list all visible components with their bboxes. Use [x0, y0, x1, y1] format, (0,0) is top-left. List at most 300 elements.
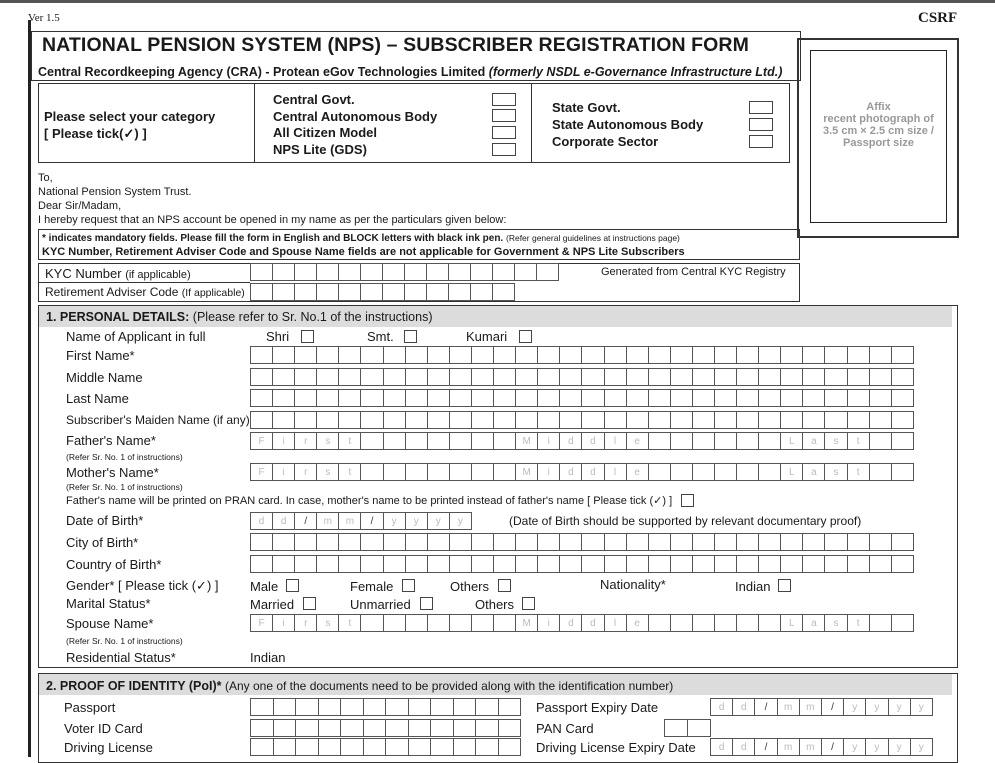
char-cell[interactable]: y	[383, 512, 406, 530]
char-cell[interactable]	[515, 411, 538, 429]
female-checkbox[interactable]	[402, 579, 415, 592]
char-cell[interactable]	[250, 346, 273, 364]
char-cell[interactable]: L	[780, 614, 803, 632]
char-cell[interactable]	[294, 263, 317, 281]
char-cell[interactable]	[360, 346, 383, 364]
kumari-checkbox[interactable]	[519, 330, 532, 343]
char-cell[interactable]	[272, 283, 295, 301]
marital-others-checkbox[interactable]	[522, 597, 535, 610]
char-cell[interactable]	[802, 389, 825, 407]
char-cell[interactable]	[427, 346, 450, 364]
char-cell[interactable]	[273, 719, 297, 737]
char-cell[interactable]	[537, 346, 560, 364]
char-cell[interactable]	[714, 463, 737, 481]
char-cell[interactable]	[692, 411, 715, 429]
char-cell[interactable]	[648, 368, 671, 386]
char-cell[interactable]: m	[316, 512, 339, 530]
char-cell[interactable]	[340, 698, 364, 716]
char-cell[interactable]: d	[559, 614, 582, 632]
mother-name-input[interactable]	[250, 463, 913, 481]
char-cell[interactable]: M	[515, 614, 538, 632]
char-cell[interactable]	[670, 614, 693, 632]
char-cell[interactable]	[405, 432, 428, 450]
char-cell[interactable]	[559, 555, 582, 573]
char-cell[interactable]: /	[754, 698, 777, 716]
char-cell[interactable]	[427, 432, 450, 450]
char-cell[interactable]	[250, 698, 274, 716]
char-cell[interactable]	[449, 389, 472, 407]
char-cell[interactable]	[405, 368, 428, 386]
char-cell[interactable]	[316, 411, 339, 429]
char-cell[interactable]	[891, 389, 914, 407]
char-cell[interactable]	[385, 738, 409, 756]
char-cell[interactable]	[670, 411, 693, 429]
char-cell[interactable]	[382, 283, 405, 301]
char-cell[interactable]	[891, 463, 914, 481]
char-cell[interactable]	[408, 719, 432, 737]
char-cell[interactable]	[758, 555, 781, 573]
char-cell[interactable]	[475, 719, 499, 737]
char-cell[interactable]: t	[847, 463, 870, 481]
char-cell[interactable]	[559, 411, 582, 429]
char-cell[interactable]	[692, 614, 715, 632]
char-cell[interactable]	[272, 389, 295, 407]
char-cell[interactable]	[338, 263, 361, 281]
char-cell[interactable]	[758, 346, 781, 364]
char-cell[interactable]: d	[581, 614, 604, 632]
char-cell[interactable]: d	[732, 738, 755, 756]
char-cell[interactable]	[581, 533, 604, 551]
char-cell[interactable]	[404, 283, 427, 301]
char-cell[interactable]	[537, 555, 560, 573]
char-cell[interactable]: i	[537, 614, 560, 632]
passport-expiry-input[interactable]	[710, 698, 932, 716]
char-cell[interactable]	[471, 411, 494, 429]
char-cell[interactable]	[648, 463, 671, 481]
char-cell[interactable]	[891, 432, 914, 450]
char-cell[interactable]	[802, 411, 825, 429]
char-cell[interactable]	[498, 719, 522, 737]
char-cell[interactable]	[780, 389, 803, 407]
char-cell[interactable]	[316, 263, 339, 281]
char-cell[interactable]	[492, 283, 515, 301]
char-cell[interactable]	[453, 698, 477, 716]
char-cell[interactable]	[670, 368, 693, 386]
char-cell[interactable]	[891, 614, 914, 632]
char-cell[interactable]	[294, 411, 317, 429]
char-cell[interactable]	[780, 368, 803, 386]
char-cell[interactable]	[250, 283, 273, 301]
unmarried-checkbox[interactable]	[420, 597, 433, 610]
char-cell[interactable]: t	[338, 614, 361, 632]
char-cell[interactable]	[692, 389, 715, 407]
ra-code-input[interactable]	[250, 283, 514, 301]
char-cell[interactable]	[318, 719, 342, 737]
char-cell[interactable]	[869, 614, 892, 632]
char-cell[interactable]	[250, 555, 273, 573]
char-cell[interactable]	[559, 389, 582, 407]
char-cell[interactable]: /	[360, 512, 383, 530]
char-cell[interactable]	[360, 263, 383, 281]
char-cell[interactable]: i	[537, 432, 560, 450]
char-cell[interactable]: m	[799, 698, 822, 716]
char-cell[interactable]: i	[272, 614, 295, 632]
char-cell[interactable]	[714, 389, 737, 407]
char-cell[interactable]	[692, 555, 715, 573]
char-cell[interactable]	[869, 432, 892, 450]
char-cell[interactable]	[471, 389, 494, 407]
shri-checkbox[interactable]	[301, 330, 314, 343]
char-cell[interactable]	[537, 411, 560, 429]
char-cell[interactable]: t	[847, 432, 870, 450]
char-cell[interactable]: y	[449, 512, 472, 530]
char-cell[interactable]	[427, 411, 450, 429]
char-cell[interactable]: d	[250, 512, 273, 530]
char-cell[interactable]	[338, 389, 361, 407]
char-cell[interactable]: /	[821, 738, 844, 756]
cat-checkbox-nps-lite[interactable]	[492, 143, 516, 156]
char-cell[interactable]	[470, 263, 493, 281]
char-cell[interactable]	[692, 346, 715, 364]
char-cell[interactable]	[471, 555, 494, 573]
char-cell[interactable]	[780, 411, 803, 429]
char-cell[interactable]	[736, 346, 759, 364]
char-cell[interactable]	[714, 368, 737, 386]
char-cell[interactable]	[294, 283, 317, 301]
char-cell[interactable]	[360, 533, 383, 551]
char-cell[interactable]	[338, 411, 361, 429]
char-cell[interactable]	[383, 432, 406, 450]
char-cell[interactable]	[405, 533, 428, 551]
char-cell[interactable]	[736, 432, 759, 450]
char-cell[interactable]	[383, 368, 406, 386]
maiden-name-input[interactable]	[250, 411, 913, 429]
char-cell[interactable]	[581, 411, 604, 429]
char-cell[interactable]	[824, 346, 847, 364]
char-cell[interactable]	[408, 738, 432, 756]
char-cell[interactable]	[250, 368, 273, 386]
char-cell[interactable]	[250, 719, 274, 737]
char-cell[interactable]	[626, 389, 649, 407]
char-cell[interactable]	[383, 389, 406, 407]
char-cell[interactable]	[430, 698, 454, 716]
char-cell[interactable]	[869, 368, 892, 386]
char-cell[interactable]	[536, 263, 559, 281]
indian-checkbox[interactable]	[778, 579, 791, 592]
char-cell[interactable]	[493, 555, 516, 573]
char-cell[interactable]	[736, 368, 759, 386]
smt-checkbox[interactable]	[404, 330, 417, 343]
char-cell[interactable]	[515, 389, 538, 407]
char-cell[interactable]: t	[338, 432, 361, 450]
char-cell[interactable]	[272, 533, 295, 551]
char-cell[interactable]	[802, 368, 825, 386]
char-cell[interactable]	[272, 263, 295, 281]
country-input[interactable]	[250, 555, 913, 573]
char-cell[interactable]	[449, 614, 472, 632]
char-cell[interactable]	[736, 411, 759, 429]
char-cell[interactable]	[493, 389, 516, 407]
char-cell[interactable]	[360, 389, 383, 407]
char-cell[interactable]: d	[581, 432, 604, 450]
char-cell[interactable]: y	[427, 512, 450, 530]
char-cell[interactable]	[626, 533, 649, 551]
char-cell[interactable]	[537, 533, 560, 551]
char-cell[interactable]	[604, 555, 627, 573]
char-cell[interactable]	[383, 614, 406, 632]
char-cell[interactable]	[363, 719, 387, 737]
char-cell[interactable]	[670, 555, 693, 573]
char-cell[interactable]	[714, 411, 737, 429]
char-cell[interactable]	[493, 346, 516, 364]
char-cell[interactable]: M	[515, 463, 538, 481]
char-cell[interactable]	[869, 346, 892, 364]
char-cell[interactable]	[692, 368, 715, 386]
char-cell[interactable]	[430, 738, 454, 756]
char-cell[interactable]	[360, 463, 383, 481]
char-cell[interactable]	[272, 555, 295, 573]
char-cell[interactable]	[847, 368, 870, 386]
char-cell[interactable]: d	[710, 698, 733, 716]
char-cell[interactable]	[316, 283, 339, 301]
char-cell[interactable]	[714, 432, 737, 450]
char-cell[interactable]	[383, 346, 406, 364]
char-cell[interactable]	[802, 555, 825, 573]
char-cell[interactable]	[493, 614, 516, 632]
cat-checkbox-all-citizen[interactable]	[492, 126, 516, 139]
char-cell[interactable]	[340, 719, 364, 737]
char-cell[interactable]	[470, 283, 493, 301]
char-cell[interactable]	[430, 719, 454, 737]
dob-input[interactable]	[250, 512, 471, 530]
char-cell[interactable]	[736, 614, 759, 632]
char-cell[interactable]	[515, 533, 538, 551]
char-cell[interactable]	[758, 411, 781, 429]
char-cell[interactable]	[648, 411, 671, 429]
char-cell[interactable]: i	[272, 463, 295, 481]
char-cell[interactable]: y	[888, 698, 911, 716]
char-cell[interactable]	[471, 463, 494, 481]
char-cell[interactable]: s	[316, 614, 339, 632]
char-cell[interactable]	[360, 411, 383, 429]
char-cell[interactable]	[736, 463, 759, 481]
char-cell[interactable]: e	[626, 614, 649, 632]
char-cell[interactable]	[648, 614, 671, 632]
char-cell[interactable]: y	[865, 738, 888, 756]
char-cell[interactable]	[405, 346, 428, 364]
char-cell[interactable]	[648, 432, 671, 450]
middle-name-input[interactable]	[250, 368, 913, 386]
char-cell[interactable]	[780, 555, 803, 573]
first-name-input[interactable]	[250, 346, 913, 364]
char-cell[interactable]	[604, 368, 627, 386]
char-cell[interactable]	[847, 533, 870, 551]
char-cell[interactable]	[869, 555, 892, 573]
char-cell[interactable]	[648, 389, 671, 407]
char-cell[interactable]	[648, 346, 671, 364]
char-cell[interactable]: l	[604, 432, 627, 450]
char-cell[interactable]	[780, 533, 803, 551]
char-cell[interactable]	[295, 698, 319, 716]
char-cell[interactable]: s	[824, 614, 847, 632]
char-cell[interactable]	[338, 533, 361, 551]
kyc-number-input[interactable]	[250, 263, 558, 281]
char-cell[interactable]	[626, 411, 649, 429]
char-cell[interactable]	[714, 614, 737, 632]
char-cell[interactable]: /	[294, 512, 317, 530]
char-cell[interactable]: l	[604, 463, 627, 481]
char-cell[interactable]: i	[537, 463, 560, 481]
char-cell[interactable]	[692, 463, 715, 481]
char-cell[interactable]	[515, 346, 538, 364]
char-cell[interactable]	[453, 719, 477, 737]
char-cell[interactable]: m	[338, 512, 361, 530]
char-cell[interactable]	[382, 263, 405, 281]
char-cell[interactable]	[758, 463, 781, 481]
char-cell[interactable]	[471, 368, 494, 386]
char-cell[interactable]	[453, 738, 477, 756]
char-cell[interactable]	[449, 432, 472, 450]
char-cell[interactable]	[427, 555, 450, 573]
char-cell[interactable]	[736, 533, 759, 551]
char-cell[interactable]: L	[780, 463, 803, 481]
char-cell[interactable]: L	[780, 432, 803, 450]
driving-input[interactable]	[250, 738, 520, 756]
spouse-name-input[interactable]	[250, 614, 913, 632]
char-cell[interactable]	[363, 698, 387, 716]
char-cell[interactable]	[427, 533, 450, 551]
char-cell[interactable]	[687, 719, 711, 737]
char-cell[interactable]	[360, 614, 383, 632]
last-name-input[interactable]	[250, 389, 913, 407]
char-cell[interactable]	[714, 533, 737, 551]
char-cell[interactable]	[869, 389, 892, 407]
char-cell[interactable]	[338, 346, 361, 364]
char-cell[interactable]	[581, 346, 604, 364]
char-cell[interactable]	[493, 432, 516, 450]
char-cell[interactable]	[891, 411, 914, 429]
char-cell[interactable]	[449, 463, 472, 481]
char-cell[interactable]	[426, 263, 449, 281]
char-cell[interactable]	[537, 368, 560, 386]
char-cell[interactable]	[316, 368, 339, 386]
char-cell[interactable]	[383, 411, 406, 429]
char-cell[interactable]	[294, 389, 317, 407]
char-cell[interactable]	[427, 463, 450, 481]
char-cell[interactable]	[758, 368, 781, 386]
gender-others-checkbox[interactable]	[498, 579, 511, 592]
char-cell[interactable]	[492, 263, 515, 281]
char-cell[interactable]	[295, 719, 319, 737]
char-cell[interactable]	[338, 283, 361, 301]
char-cell[interactable]	[250, 411, 273, 429]
char-cell[interactable]	[250, 533, 273, 551]
char-cell[interactable]: d	[559, 463, 582, 481]
char-cell[interactable]	[448, 263, 471, 281]
char-cell[interactable]: d	[710, 738, 733, 756]
char-cell[interactable]: m	[777, 738, 800, 756]
char-cell[interactable]	[626, 346, 649, 364]
char-cell[interactable]: d	[559, 432, 582, 450]
char-cell[interactable]	[360, 368, 383, 386]
char-cell[interactable]	[475, 698, 499, 716]
char-cell[interactable]	[664, 719, 688, 737]
char-cell[interactable]	[537, 389, 560, 407]
char-cell[interactable]	[316, 555, 339, 573]
char-cell[interactable]	[294, 555, 317, 573]
char-cell[interactable]: y	[910, 698, 933, 716]
driving-expiry-input[interactable]	[710, 738, 932, 756]
char-cell[interactable]	[427, 389, 450, 407]
char-cell[interactable]	[670, 389, 693, 407]
char-cell[interactable]: s	[316, 432, 339, 450]
char-cell[interactable]: y	[888, 738, 911, 756]
char-cell[interactable]	[670, 533, 693, 551]
char-cell[interactable]	[891, 555, 914, 573]
char-cell[interactable]: r	[294, 463, 317, 481]
char-cell[interactable]	[471, 614, 494, 632]
cat-checkbox-state-govt[interactable]	[749, 101, 773, 114]
char-cell[interactable]	[404, 263, 427, 281]
photo-box[interactable]	[810, 50, 947, 223]
char-cell[interactable]	[824, 555, 847, 573]
char-cell[interactable]: y	[843, 698, 866, 716]
cat-checkbox-central-govt[interactable]	[492, 93, 516, 106]
char-cell[interactable]	[604, 411, 627, 429]
char-cell[interactable]	[736, 389, 759, 407]
char-cell[interactable]	[405, 555, 428, 573]
char-cell[interactable]	[714, 555, 737, 573]
char-cell[interactable]	[405, 389, 428, 407]
char-cell[interactable]	[383, 463, 406, 481]
char-cell[interactable]	[604, 533, 627, 551]
char-cell[interactable]	[340, 738, 364, 756]
char-cell[interactable]	[869, 411, 892, 429]
char-cell[interactable]	[758, 389, 781, 407]
married-checkbox[interactable]	[303, 597, 316, 610]
char-cell[interactable]	[385, 698, 409, 716]
char-cell[interactable]: s	[824, 463, 847, 481]
char-cell[interactable]	[475, 738, 499, 756]
char-cell[interactable]	[559, 533, 582, 551]
char-cell[interactable]	[604, 389, 627, 407]
char-cell[interactable]	[427, 614, 450, 632]
char-cell[interactable]	[408, 698, 432, 716]
char-cell[interactable]	[360, 432, 383, 450]
char-cell[interactable]: y	[843, 738, 866, 756]
char-cell[interactable]: s	[316, 463, 339, 481]
char-cell[interactable]	[449, 555, 472, 573]
mother-print-checkbox[interactable]	[681, 494, 694, 507]
char-cell[interactable]: d	[732, 698, 755, 716]
char-cell[interactable]	[449, 533, 472, 551]
cat-checkbox-corporate[interactable]	[749, 135, 773, 148]
char-cell[interactable]	[802, 346, 825, 364]
city-input[interactable]	[250, 533, 913, 551]
char-cell[interactable]	[493, 411, 516, 429]
char-cell[interactable]	[405, 411, 428, 429]
char-cell[interactable]	[318, 698, 342, 716]
char-cell[interactable]: F	[250, 614, 273, 632]
char-cell[interactable]: d	[272, 512, 295, 530]
char-cell[interactable]: i	[272, 432, 295, 450]
char-cell[interactable]	[338, 555, 361, 573]
char-cell[interactable]	[847, 389, 870, 407]
char-cell[interactable]	[891, 368, 914, 386]
char-cell[interactable]	[670, 346, 693, 364]
char-cell[interactable]	[498, 738, 522, 756]
char-cell[interactable]	[272, 411, 295, 429]
